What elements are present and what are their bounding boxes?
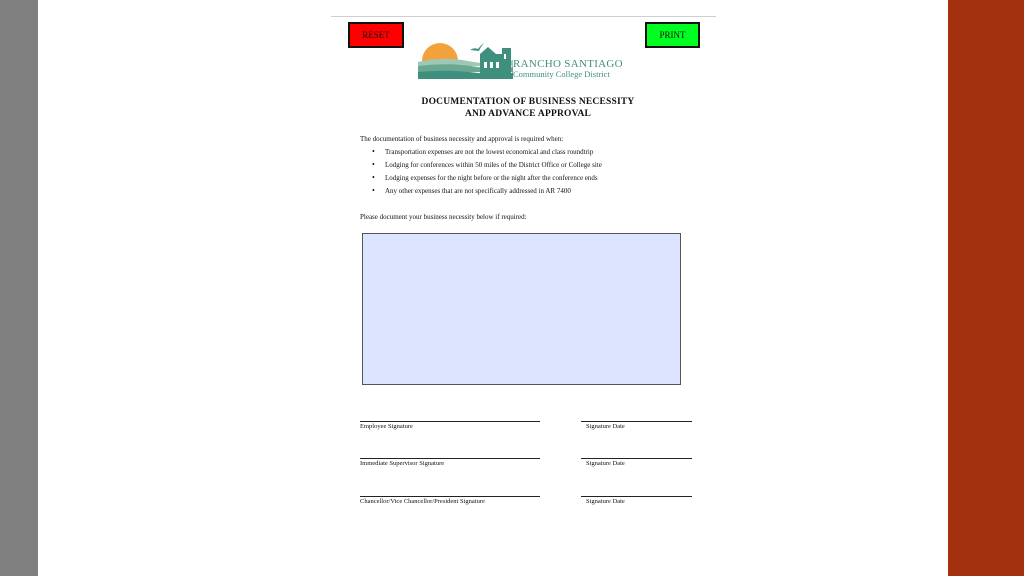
business-necessity-field[interactable] — [362, 233, 681, 385]
document-title-line1: DOCUMENTATION OF BUSINESS NECESSITY — [421, 97, 635, 107]
intro-text: The documentation of business necessity and approval is required when: — [360, 135, 564, 143]
employee-signature-date-label: Signature Date — [586, 423, 625, 430]
chancellor-signature-label: Chancellor/Vice Chancellor/President Signature — [360, 498, 485, 505]
reset-button[interactable]: RESET — [348, 22, 404, 48]
supervisor-signature-date-label: Signature Date — [586, 460, 625, 467]
supervisor-signature-label: Immediate Supervisor Signature — [360, 460, 445, 467]
requirement-list — [360, 148, 602, 200]
page-top-edge — [331, 16, 716, 17]
document-title-line2: AND ADVANCE APPROVAL — [464, 109, 592, 119]
necessity-prompt: Please document your business necessity below if required: — [360, 213, 527, 221]
right-brown-margin — [948, 0, 1024, 576]
chancellor-signature-line[interactable] — [360, 496, 540, 497]
list-item: • Any other expenses that are not specifically addressed in AR 7400 — [360, 187, 602, 200]
employee-signature-date-line[interactable] — [581, 421, 692, 422]
chancellor-signature-date-label: Signature Date — [586, 498, 625, 505]
list-item: • Lodging expenses for the night before or the night after the conference ends — [360, 174, 602, 187]
chancellor-signature-date-line[interactable] — [581, 496, 692, 497]
logo-subtitle: Community College District — [513, 69, 610, 79]
print-button[interactable]: PRINT — [645, 22, 700, 48]
left-gray-margin — [0, 0, 38, 576]
supervisor-signature-line[interactable] — [360, 458, 540, 459]
supervisor-signature-date-line[interactable] — [581, 458, 692, 459]
list-item: • Lodging for conferences within 50 miles of the District Office or College site — [360, 161, 602, 174]
logo-name: RANCHO SANTIAGO — [513, 58, 623, 70]
list-item: • Transportation expenses are not the lowest economical and class roundtrip — [360, 148, 602, 161]
employee-signature-line[interactable] — [360, 421, 540, 422]
employee-signature-label: Employee Signature — [360, 423, 413, 430]
